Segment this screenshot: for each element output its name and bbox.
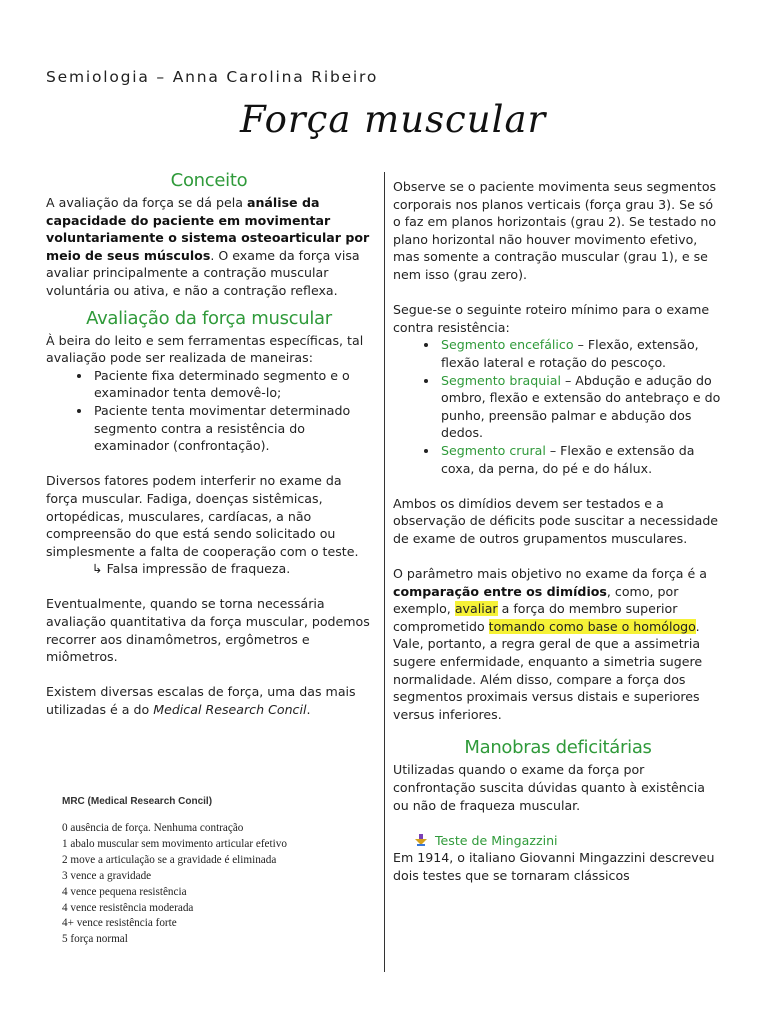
column-divider bbox=[384, 172, 385, 972]
avaliacao-heading: Avaliação da força muscular bbox=[86, 307, 332, 329]
param-text: a força do membro superior comprometido bbox=[393, 601, 678, 634]
avaliacao-intro: À beira do leito e sem ferramentas específicas, tal avaliação pode ser realizada de maneiras: bbox=[46, 332, 364, 366]
segment-desc: – Flexão e extensão da coxa, da perna, do pé e do hálux. bbox=[441, 442, 695, 476]
param-text: O parâmetro mais objetivo no exame da força é a bbox=[393, 566, 707, 582]
escalas-text-post: . bbox=[306, 702, 311, 718]
teste-title-line bbox=[393, 832, 723, 850]
conceito-paragraph bbox=[46, 194, 372, 300]
segment-name: Segmento braquial bbox=[441, 372, 561, 388]
conceito-text-post: . O exame da força visa avaliar principalmente a contração muscular voluntária ou ativa, e não a contração reflexa. bbox=[46, 247, 360, 298]
mrc-row: 3 vence a gravidade bbox=[62, 869, 152, 882]
param-text: , como, por exemplo, bbox=[393, 583, 679, 617]
mrc-scale-table bbox=[62, 796, 362, 948]
parametro-paragraph bbox=[393, 565, 723, 723]
manobras-paragraph: Utilizadas quando o exame da força por confrontação suscita dúvidas quanto à existência ou não de fraqueza muscular. bbox=[393, 762, 705, 813]
manobras-heading: Manobras deficitárias bbox=[464, 737, 652, 759]
roteiro-paragraph: Segue-se o seguinte roteiro mínimo para o exame contra resistência: bbox=[393, 302, 710, 335]
segment-name: Segmento encefálico bbox=[441, 337, 574, 353]
document-header: Semiologia – Anna Carolina Ribeiro bbox=[46, 68, 379, 86]
conceito-bold: análise da capacidade do paciente em movimentar voluntariamente o sistema osteoarticular por meio de seus músculos bbox=[46, 195, 370, 263]
list-item: • Paciente fixa determinado segmento e o examinador tenta demovê-lo; bbox=[92, 367, 372, 402]
param-bold: comparação entre os dimídios bbox=[393, 583, 607, 599]
conceito-text-pre: A avaliação da força se dá pela bbox=[46, 195, 247, 210]
arrow-down-icon bbox=[415, 833, 427, 845]
segment-desc: – Abdução e adução do ombro, flexão e extensão do antebraço e do punho, preensão palmar e abdução dos dedos. bbox=[441, 372, 721, 441]
highlighted-text: tomando como base o homólogo bbox=[488, 618, 696, 634]
ambos-paragraph: Ambos os dimídios devem ser testados e a observação de déficits pode suscitar a necessidade de exame de outros grupamentos musculares. bbox=[393, 495, 719, 546]
mrc-row: 4 vence pequena resistência bbox=[62, 885, 187, 898]
segment-name: Segmento crural bbox=[441, 442, 546, 458]
conceito-heading: Conceito bbox=[170, 170, 248, 191]
right-column bbox=[393, 178, 723, 885]
falsa-text: Falsa impressão de fraqueza. bbox=[106, 561, 291, 577]
arrow-icon: ↳ bbox=[92, 561, 103, 577]
mrc-row: 4+ vence resistência forte bbox=[62, 917, 177, 930]
observe-paragraph: Observe se o paciente movimenta seus segmentos corporais nos planos verticais (força grau 3). Se só o faz em planos horizontais (grau 2). Se testado no plano horizontal não houver movimento efetivo, mas somente a contração muscular (grau 1), e se nem isso (grau zero). bbox=[393, 179, 717, 282]
mrc-row: 4 vence resistência moderada bbox=[62, 901, 194, 914]
list-item: • Paciente tenta movimentar determinado segmento contra a resistência do examinador (confrontação). bbox=[92, 402, 372, 455]
page-title: Força muscular bbox=[240, 98, 547, 141]
highlighted-text: avaliar bbox=[454, 601, 498, 617]
list-item bbox=[439, 336, 723, 371]
teste-paragraph: Em 1914, o italiano Giovanni Mingazzini descreveu dois testes que se tornaram clássicos bbox=[393, 850, 715, 883]
left-column bbox=[46, 168, 372, 719]
mrc-row: 0 ausência de força. Nenhuma contração bbox=[62, 822, 244, 834]
mrc-row: 2 move a articulação se a gravidade é eliminada bbox=[62, 853, 277, 866]
falsa-impressao-line bbox=[46, 560, 372, 578]
eventual-paragraph: Eventualmente, quando se torna necessária avaliação quantitativa da força muscular, podemos recorrer aos dinamômetros, ergômetros e miômetros. bbox=[46, 596, 370, 665]
segment-list bbox=[393, 336, 723, 477]
escalas-italic: Medical Research Concil bbox=[153, 702, 307, 718]
param-text: . Vale, portanto, a regra geral de que a assimetria sugere enfermidade, enquanto a simetria sugere normalidade. Além disso, compare a força dos segmentos proximais versus distais e superiores versus inferiores. bbox=[393, 618, 703, 722]
avaliacao-list bbox=[46, 367, 372, 455]
teste-title: Teste de Mingazzini bbox=[435, 832, 558, 848]
mrc-title: MRC (Medical Research Concil) bbox=[62, 796, 213, 807]
mrc-row: 5 força normal bbox=[62, 933, 128, 946]
list-item bbox=[439, 372, 723, 442]
escalas-paragraph bbox=[46, 683, 372, 718]
escalas-text-pre: Existem diversas escalas de força, uma das mais utilizadas é a do bbox=[46, 684, 356, 718]
fatores-paragraph: Diversos fatores podem interferir no exame da força muscular. Fadiga, doenças sistêmicas, ortopédicas, musculares, cardíacas, a não compreensão do que está sendo solicitado ou simplesmente a falta de cooperação com o teste. bbox=[46, 473, 359, 559]
list-item bbox=[439, 442, 723, 477]
segment-desc: – Flexão, extensão, flexão lateral e rotação do pescoço. bbox=[441, 337, 699, 370]
mrc-row: 1 abalo muscular sem movimento articular efetivo bbox=[62, 837, 287, 850]
